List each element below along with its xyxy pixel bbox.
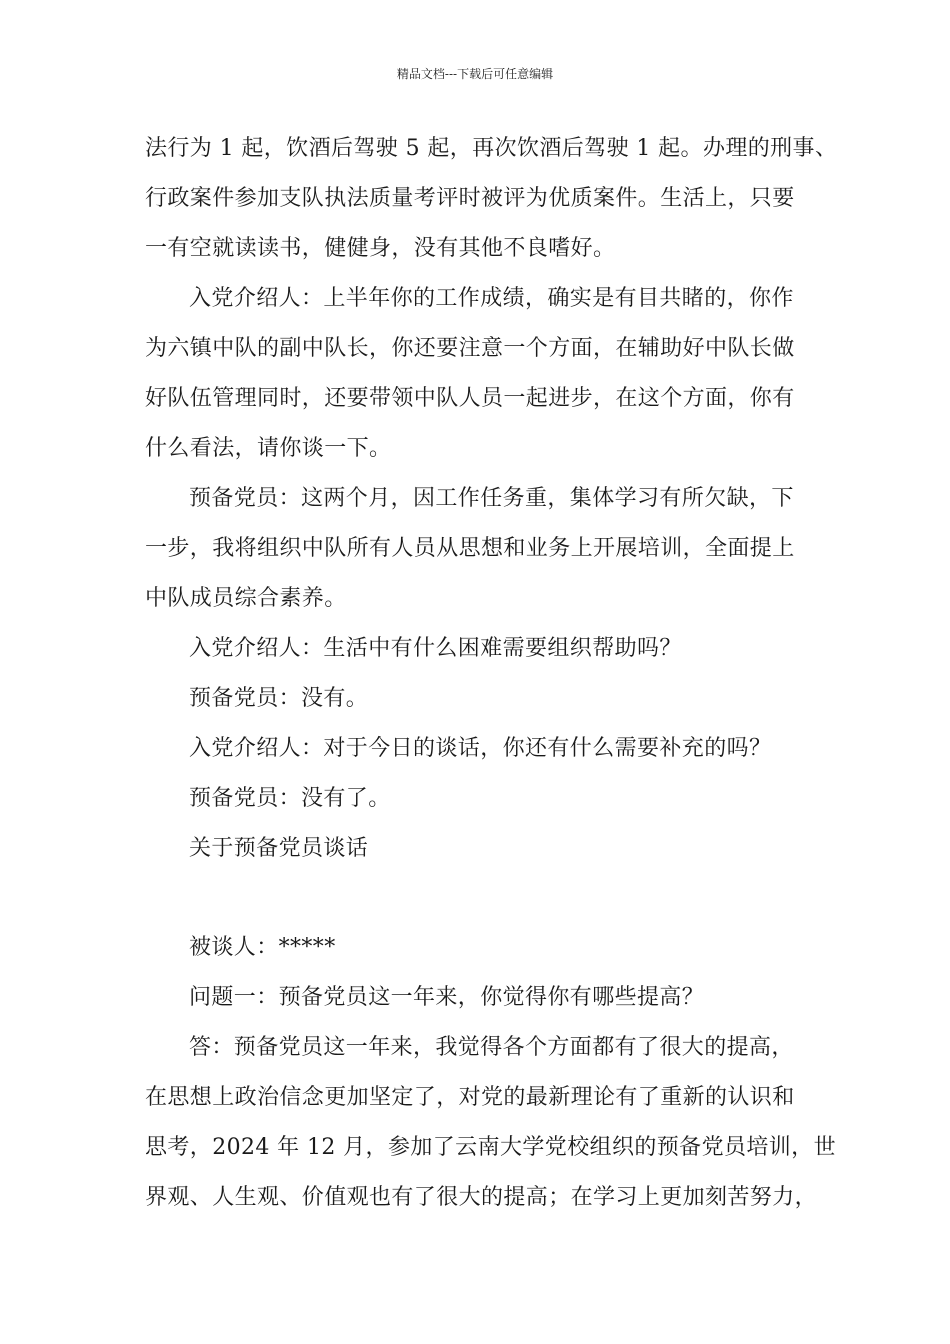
section-heading: 关于预备党员谈话 [189, 836, 369, 861]
page-header: 精品文档---下载后可任意编辑 [396, 67, 554, 81]
text-line: 什么看法，请你谈一下。 [145, 436, 392, 461]
text-line: 思考，2024 年 12 月，参加了云南大学党校组织的预备党员培训，世 [145, 1135, 836, 1160]
text-line: 好队伍管理同时，还要带领中队人员一起进步，在这个方面，你有 [145, 386, 795, 411]
text-line: 答：预备党员这一年来，我觉得各个方面都有了很大的提高， [189, 1035, 794, 1060]
text-line: 入党介绍人：上半年你的工作成绩，确实是有目共睹的，你作 [189, 286, 794, 311]
text-line: 预备党员：没有。 [189, 686, 369, 711]
text-line: 一有空就读读书，健健身，没有其他不良嗜好。 [145, 236, 616, 261]
text-line: 一步，我将组织中队所有人员从思想和业务上开展培训，全面提上 [145, 536, 795, 561]
text-line: 预备党员：这两个月，因工作任务重，集体学习有所欠缺，下 [189, 486, 794, 511]
text-line: 界观、人生观、价值观也有了很大的提高；在学习上更加刻苦努力， [145, 1185, 818, 1210]
text-line: 法行为 1 起，饮酒后驾驶 5 起，再次饮酒后驾驶 1 起。办理的刑事、 [145, 136, 838, 161]
text-line: 行政案件参加支队执法质量考评时被评为优质案件。生活上，只要 [145, 186, 795, 211]
text-line: 入党介绍人：对于今日的谈话，你还有什么需要补充的吗？ [189, 736, 772, 761]
text-line: 预备党员：没有了。 [189, 786, 391, 811]
text-line: 中队成员综合素养。 [145, 586, 347, 611]
text-line: 为六镇中队的副中队长，你还要注意一个方面，在辅助好中队长做 [145, 336, 795, 361]
text-line: 问题一：预备党员这一年来，你觉得你有哪些提高？ [189, 985, 705, 1010]
text-line: 被谈人：***** [189, 935, 336, 960]
text-line: 在思想上政治信念更加坚定了，对党的最新理论有了重新的认识和 [145, 1085, 795, 1110]
text-line: 入党介绍人：生活中有什么困难需要组织帮助吗？ [189, 636, 682, 661]
